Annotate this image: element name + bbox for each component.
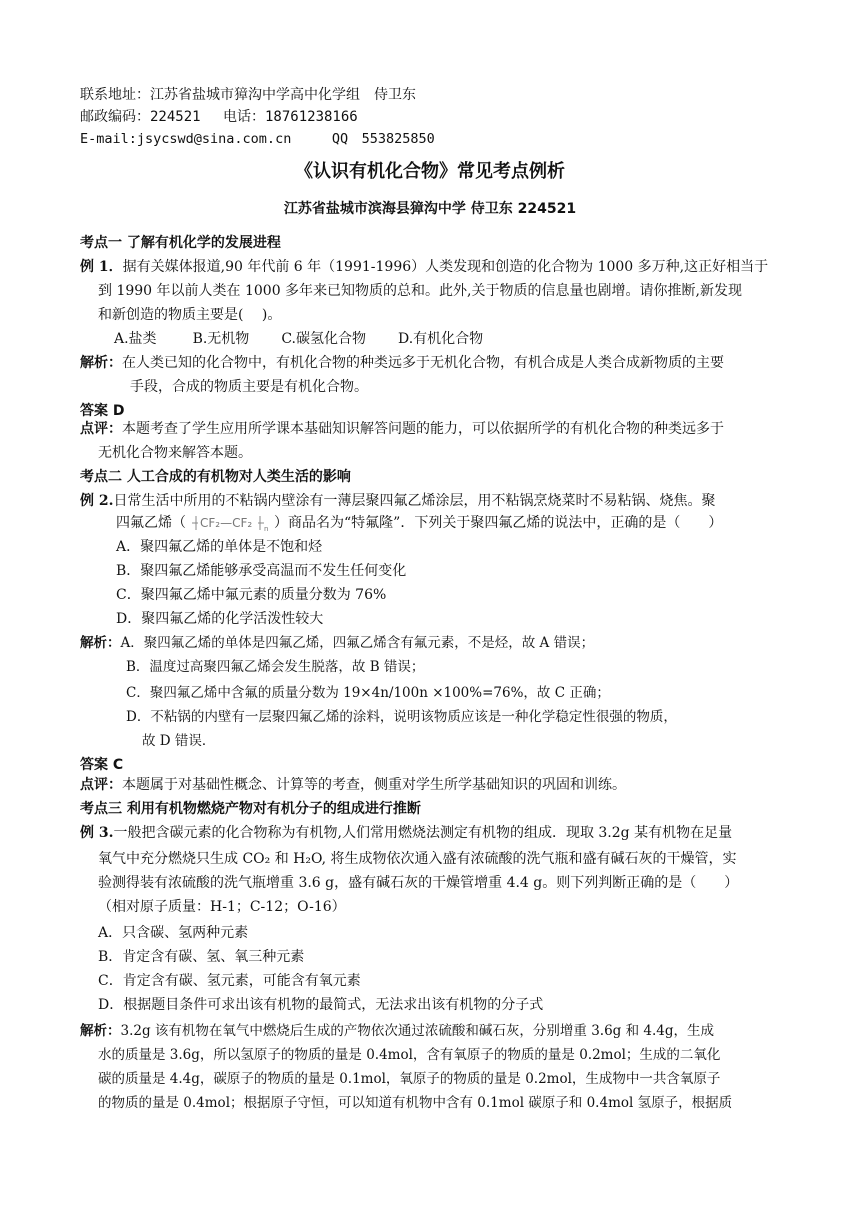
contact-email: E-mail:jsycswd@sina.com.cn QQ 553825850 [80,131,435,147]
analysis-3-line-3: 碳的质量是 4.4g，碳原子的物质的量是 0.1mol，氧原子的物质的量是 0.2mol，生成物中一共含氧原子 [98,1071,721,1087]
analysis-label: 解析： [80,1023,121,1039]
analysis-2-line-a [80,634,594,652]
example-2-line-2 [116,514,722,532]
example-label: 例 1． [80,259,123,275]
section-heading-3: 考点三 利用有机物燃烧产物对有机分子的组成进行推断 [80,801,421,817]
option-a: A.盐类 [114,331,157,347]
section-heading-2: 考点二 人工合成的有机物对人类生活的影响 [80,469,351,485]
comment-1-line-1 [80,420,724,438]
polymer-unit: CF₂—CF₂ [200,516,253,530]
example-3-option-b: B．肯定含有碳、氢、氧三种元素 [98,949,305,965]
example-label: 例 3. [80,825,114,841]
analysis-2-line-d1: D．不粘锅的内壁有一层聚四氟乙烯的涂料，说明该物质应该是一种化学稳定性很强的物质， [126,709,677,725]
analysis-text: 在人类已知的化合物中，有机化合物的种类远多于无机化合物，有机合成是人类合成新物质的主要 [122,355,724,371]
example-1-line-2: 到 1990 年以前人类在 1000 多年来已知物质的总和。此外,关于物质的信息量也剧增。请你推断,新发现 [98,283,742,299]
example-1-options [114,330,483,348]
analysis-3-line-2: 水的质量是 3.6g，所以氢原子的物质的量是 0.4mol，含有氧原子的物质的量是 0.2mol；生成的二氧化 [98,1047,721,1063]
example-2-option-b: B．聚四氟乙烯能够承受高温而不发生任何变化 [116,563,407,579]
analysis-text: 3.2g 该有机物在氧气中燃烧后生成的产物依次通过浓硫酸和碱石灰，分别增重 3.6g 和 4.4g，生成 [120,1023,714,1039]
example-3-option-a: A．只含碳、氢两种元素 [98,925,249,941]
option-d: D.有机化合物 [397,331,484,347]
analysis-1-line-1 [80,354,724,372]
example-text: 四氟乙烯（ [116,515,186,531]
analysis-2-line-d2: 故 D 错误． [142,733,216,749]
comment-2-line-1 [80,776,626,794]
analysis-label: 解析： [80,635,121,651]
analysis-3-line-1 [80,1022,714,1040]
example-2-option-d: D．聚四氟乙烯的化学活泼性较大 [116,611,324,627]
comment-label: 点评： [80,777,122,793]
example-1-line-1 [80,258,768,276]
analysis-1-line-2: 手段，合成的物质主要是有机化合物。 [130,379,368,395]
example-2-option-c: C．聚四氟乙烯中氟元素的质量分数为 76% [116,587,387,603]
example-3-line-2: 氧气中充分燃烧只生成 CO₂ 和 H₂O, 将生成物依次通入盛有浓硫酸的洗气瓶和盛有碱石灰的干燥管，实 [98,851,737,867]
polymer-subscript: n [264,525,269,532]
answer-2: 答案 C [80,757,124,773]
example-text: 据有关媒体报道,90 年代前 6 年（1991-1996）人类发现和创造的化合物为 1000 多万种,这正好相当于 [122,259,769,275]
polymer-bracket-icon [188,514,272,532]
section-heading-1: 考点一 了解有机化学的发展进程 [80,235,281,251]
contact-address: 联系地址：江苏省盐城市獐沟中学高中化学组 侍卫东 [80,87,416,103]
example-text: ）商品名为“特氟隆”．下列关于聚四氟乙烯的说法中，正确的是（ ） [274,515,723,531]
comment-text: 本题属于对基础性概念、计算等的考查，侧重对学生所学基础知识的巩固和训练。 [122,777,626,793]
analysis-text: A．聚四氟乙烯的单体是四氟乙烯，四氟乙烯含有氟元素，不是烃，故 A 错误； [120,635,595,651]
example-text: 日常生活中所用的不粘锅内壁涂有一薄层聚四氟乙烯涂层，用不粘锅烹烧菜时不易粘锅、烧焦。聚 [113,493,716,509]
analysis-2-line-b: B．温度过高聚四氟乙烯会发生脱落，故 B 错误； [126,659,425,675]
option-b: B.无机物 [192,331,250,347]
example-1-line-3: 和新创造的物质主要是( )。 [98,307,282,323]
answer-1: 答案 D [80,403,125,419]
comment-1-line-2: 无机化合物来解答本题。 [98,445,252,461]
example-3-line-4: （相对原子质量：H-1；C-12；O-16） [98,899,346,915]
example-label: 例 2. [80,493,114,509]
page-title: 《认识有机化合物》常见考点例析 [295,161,565,182]
example-2-line-1 [80,492,716,510]
polymer-formula [188,514,272,532]
example-2-option-a: A．聚四氟乙烯的单体是不饱和烃 [116,539,323,555]
contact-post-phone: 邮政编码：224521 电话：18761238166 [80,109,358,125]
analysis-3-line-4: 的物质的量是 0.4mol；根据原子守恒，可以知道有机物中含有 0.1mol 碳原子和 0.4mol 氢原子，根据质 [98,1095,733,1111]
example-3-line-3: 验测得装有浓硫酸的洗气瓶增重 3.6 g，盛有碱石灰的干燥管增重 4.4 g。则下列判断正确的是（ ） [98,875,739,891]
example-3-option-d: D．根据题目条件可求出该有机物的最简式，无法求出该有机物的分子式 [98,997,544,1013]
byline: 江苏省盐城市滨海县獐沟中学 侍卫东 224521 [283,201,577,217]
analysis-2-line-c: C．聚四氟乙烯中含氟的质量分数为 19×4n/100n ×100%=76%，故 C 正确； [126,685,610,701]
comment-label: 点评： [80,421,122,437]
comment-text: 本题考查了学生应用所学课本基础知识解答问题的能力，可以依据所学的有机化合物的种类远多于 [122,421,724,437]
example-3-option-c: C．肯定含有碳、氢元素，可能含有氧元素 [98,973,361,989]
option-c: C.碳氢化合物 [281,331,366,347]
example-3-line-1 [80,824,732,842]
analysis-label: 解析： [80,355,122,371]
example-text: 一般把含碳元素的化合物称为有机物,人们常用燃烧法测定有机物的组成．现取 3.2g 某有机物在足量 [113,825,733,841]
